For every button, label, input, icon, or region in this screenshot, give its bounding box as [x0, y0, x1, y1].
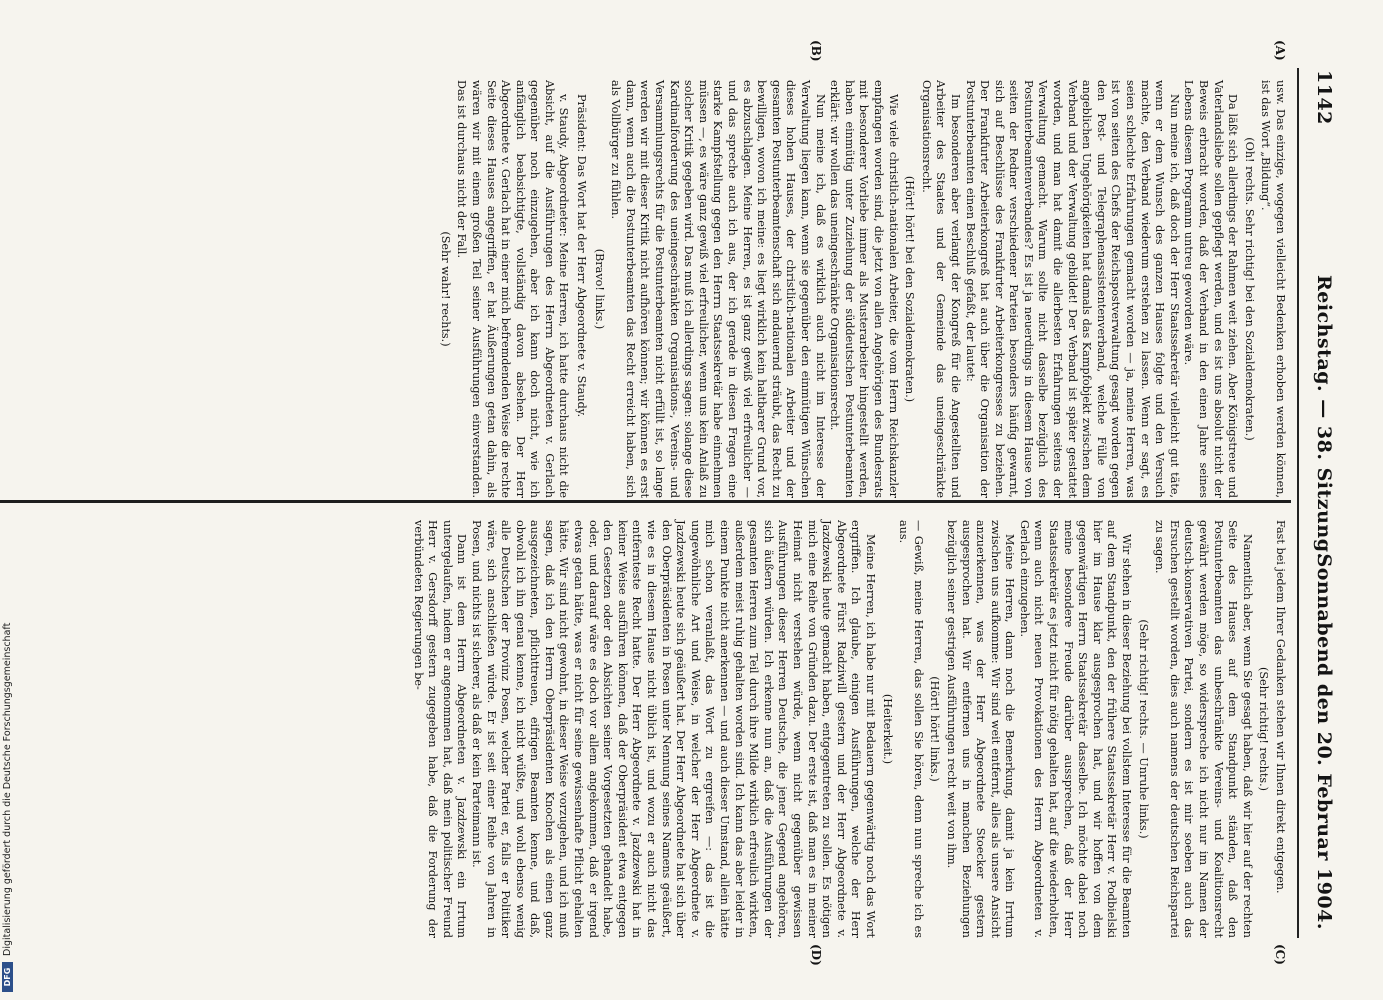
- page-header: [1295, 70, 1335, 930]
- left-column-paragraph: Im besonderen aber verlangt der Kongreß für die Angestellten und Arbeiter des Staates und der Gemeinde das uneingeschränkte Organisationsrecht.: [919, 80, 962, 498]
- left-column-speaker-paragraph: Präsident: Das Wort hat der Herr Abgeordnete v. Staudy.: [575, 94, 589, 418]
- left-column-paragraph: Da läßt sich allerdings der Rahmen weit ziehen. Aber Königstreue und Vaterlandsliebe sollen gepflegt werden, und es ist uns absolut nicht der Beweis erbracht worden, daß der Verband in den einen Jahre seines Lebens diesem Programm untreu geworden wäre.: [1182, 80, 1240, 498]
- margin-mark-d: (D): [809, 944, 823, 966]
- page-number: 1142: [1313, 70, 1335, 125]
- margin-mark-a: (A): [1273, 40, 1287, 61]
- page-date: Sonnabend den 20. Februar 1904.: [1313, 553, 1335, 930]
- right-column-interjection: (Heiterkeit.): [880, 693, 894, 765]
- left-column-paragraph: Nun meine ich, daß doch der Herr Staatssekretär vielleicht gut täte, wenn er dem Wunsch des ganzen Hauses folgte und den Versuch machte, den Verband wiederum erstehen zu lassen. Wenn er sagt, es seien schlechte Erfahrungen gemacht worden — ja, meine Herren, was ist von seiten des Chefs der Reichspostverwaltung gesagt worden gegen den Post- und Telegraphenassistentenverband, welche Fülle von angeblichen Ungehörigkeiten hat damals das Kampfobjekt zwischen dem Verband und der Verwaltung gebildet! Der Verband ist später gestattet worden, und man hat damit die allerbesten Erfahrungen seitens der Verwaltung gemacht. Warum sollte nicht dasselbe bezüglich des Postunterbeamtenverbandes? Es ist ja neuerdings in diesem Hause von seiten der Redner verschiedener Parteien besonders häufig gewarnt, sich auf Beschlüsse des Frankfurter Arbeiterkongresses zu beziehen. Der Frankfurter Arbeiterkongreß hat auch über die Organisation der Postunterbeamten einen Beschluß gefaßt, der lautet:: [963, 80, 1181, 498]
- column-divider: [0, 500, 1291, 503]
- dfg-logo: DFG: [2, 962, 13, 992]
- right-column-paragraph: Meine Herren, dann noch die Bemerkung, damit ja kein Irrtum zwischen uns aufkomme: Wir sind weit entfernt, alles als unsere Ansicht anzuerkennen, was der Herr Abgeordnete Stoecker gestern ausgesprochen hat. Wir entfernen uns in manchen Beziehungen bezüglich seiner gestrigen Ausführungen recht weit von ihm.: [944, 520, 1017, 938]
- header-rule: [1297, 68, 1299, 938]
- left-column-interjection: (Hört! hört! bei den Sozialdemokraten.): [903, 175, 917, 403]
- left-column-interjection: (Bravo! links.): [592, 248, 606, 330]
- right-column-paragraph: Namentlich aber, wenn Sie gesagt haben, daß wir hier auf der rechten Seite des Hauses auf dem Standpunkt ständen, daß den Postunterbeamten das unbeschränkte Vereins- und Koalitionsrecht gewährt werden möge, so widerspreche ich nicht nur im Namen der deutsch-konservativen Partei, sondern es ist mir soeben auch das Ersuchen gestellt worden, dies auch namens der deutschen Reichspartei zu sagen.: [1153, 520, 1254, 938]
- right-column-interjection: (Sehr richtig! rechts. — Unruhe links.): [1136, 619, 1150, 839]
- left-column-speaker-paragraph: v. Staudy, Abgeordneter: Meine Herren, ich hatte durchaus nicht die Absicht, auf die Ausführungen des Herrn Abgeordneten v. Gerlach gegenüber noch einzugehen, aber ich kann doch nicht, wie ich anfänglich beabsichtigte, vollständig davon absehen. Der Herr Abgeordnete v. Gerlach hat in einer mich befremdenden Weise die rechte Seite dieses Hauses angegriffen, er hat Äußerungen getan dahin, als wären wir mit einem großen Teil seiner Ausführungen einverstanden. Das ist durchaus nicht der Fall.: [455, 80, 571, 498]
- left-column-paragraph: usw. Das einzige, wogegen vielleicht Bedenken erhoben werden können, ist das Wort „Bildung“.: [1259, 80, 1287, 498]
- margin-mark-b: (B): [809, 40, 823, 62]
- left-column: [435, 80, 1287, 498]
- right-column-paragraph: Meine Herren, ich habe nur mit Bedauern gegenwärtig noch das Wort ergriffen. Ich glaube, einigen Ausführungen, welche der Herr Abgeordnete Fürst Radziwill gestern und der Herr Abgeordnete v. Jazdzewski heute gemacht haben, entgegentreten zu sollen. Es nötigen mich eine Reihe von Gründen dazu. Der erste ist, daß man es in meiner Heimat nicht verstehen würde, wenn nicht gegenüber gewissen Ausführungen dieser Herren Deutsche, die jener Gegend angehören, sich äußern würden. Ich erkenne nun an, daß die Ausführungen der gesamten Herren zum Teil durch ihre Milde wirklich erfreulich wirkten, außerdem meist ruhig gehalten worden sind. Ich kann das aber leider in einem Punkte nicht anerkennen — und auch dieser Umstand, allein hätte mich schon veranlaßt, das Wort zu ergreifen —: das ist die ungewöhnliche Art und Weise, in welcher der Herr Abgeordnete v. Jazdzewski heute sich geäußert hat. Der Herr Abgeordnete hat sich über den Oberpräsidenten in Posen unter Nennung seines Namens geäußert, wie es in diesem Hause nicht üblich ist, und wozu er auch nicht das entfernteste Recht hatte. Der Herr Abgeordnete v. Jazdzewski hat in keiner Weise ausführen können, daß der Oberpräsident etwa entgegen den Gesetzen oder den Absichten seiner Vorgesetzten gehandelt habe, oder, und darauf wäre es doch vor allem angekommen, daß er irgend etwas getan hätte, was er nicht für seine gewissenhafte Pflicht gehalten hätte. Wir sind nicht gewohnt, in dieser Weise vorzugehen, und ich muß sagen, daß ich den Herrn Oberpräsidenten Knochen als einen ganz ausgezeichneten, pflichttreuen, eifrigen Beamten kenne, und daß, obwohl ich ihn genau kenne, ich nicht wüßte, und wohl ebenso wenig alle Deutschen der Provinz Posen, welcher Partei er, falls er Politiker wäre, sich anschließen würde. Er ist seit einer Reihe von Jahren in Posen, und nichts ist sicherer, als daß er kein Parteimann ist.: [469, 520, 877, 938]
- right-column-paragraph: — Gewiß, meine Herren, das sollen Sie hören, denn nun spreche ich es aus.: [897, 520, 925, 938]
- digitization-credit: Digitalisierung gefördert durch die Deutsche Forschungsgemeinschaft: [2, 622, 13, 956]
- right-column-paragraph: Wir stehen in dieser Beziehung bei vollstem Interesse für die Beamten auf dem Standpunkt, den der frühere Staatssekretär Herr v. Podbielski hier im Hause klar ausgesprochen hat, und wir hoffen von dem gegenwärtigen Herrn Staatssekretär dasselbe. Ich möchte dabei noch meine besondere Freude darüber aussprechen, daß der Herr Staatssekretär es jetzt nicht für nötig gehalten hat, auf die wiederholten, wenn auch nicht neuen Provokationen des Herrn Abgeordneten v. Gerlach einzugehen.: [1017, 520, 1134, 938]
- margin-mark-c: (C): [1273, 944, 1287, 965]
- left-column-paragraph: Nun meine ich, daß es wirklich auch nicht im Interesse der Verwaltung liegen kann, wenn sie gegenüber den einmütigen Wünschen dieses hohen Hauses, der christlich-nationalen Arbeiter und der gesamten Postunterbeamtenschaft sich andauernd sträubt, das Recht zu bewilligen, wovon ich meine: es liegt wirklich kein haltbarer Grund vor, es abzuschlagen. Meine Herren, es ist ganz gewiß viel erfreulicher — und das spreche auch ich aus, der ich gerade in diesen Fragen eine starke Kampfstellung gegen den Herrn Staatssekretär habe einnehmen müssen —, es wäre ganz gewiß viel erfreulicher, wenn uns kein Anlaß zu solcher Kritik gegeben wird. Das muß ich allerdings sagen: solange diese Kardinalforderung des uneingeschränkten Organisations-, Vereins- und Versammlungsrechts für die Postunterbeamten nicht erfüllt ist, so lange werden wir mit dieser Kritik nicht aufhören können; wir können es erst dann, wenn auch die Postunterbeamten das Recht erreicht haben, sich als Vollbürger zu fühlen.: [609, 80, 827, 498]
- page-title: Reichstag. — 38. Sitzung.: [1313, 275, 1335, 560]
- left-column-interjection: (Oh! rechts. Sehr richtig! bei den Sozialdemokraten.): [1242, 137, 1256, 441]
- left-column-paragraph: Wie viele christlich-nationalen Arbeiter, die vom Herrn Reichskanzler empfangen worden sind, die jetzt von allen Angehörigen des Bundesrats mit besonderer Vorliebe immer als Musterarbeiter hingestellt werden, haben einmütig unter Zuziehung der süddeutschen Postunterbeamten erklärt: wir wollen das uneingeschränkte Organisationsrecht.: [828, 80, 900, 498]
- right-column: [410, 520, 1287, 938]
- right-column-interjection: (Sehr richtig! rechts.): [1257, 666, 1271, 792]
- right-column-paragraph: Dann ist dem Herrn Abgeordneten v. Jazdzewski ein Irrtum untergelaufen, indem er angenommen hat, daß mein politischer Freund Herr v. Gersdorff gestern zugegeben habe, daß die Forderung der verbündeten Regierungen be-: [411, 520, 469, 938]
- left-column-interjection: (Sehr wahr! rechts.): [438, 231, 452, 347]
- right-column-paragraph: Fast bei jedem Ihrer Gedanken stehen wir Ihnen direkt entgegen.: [1274, 520, 1287, 894]
- right-column-interjection: (Hört! hört! links.): [928, 676, 942, 782]
